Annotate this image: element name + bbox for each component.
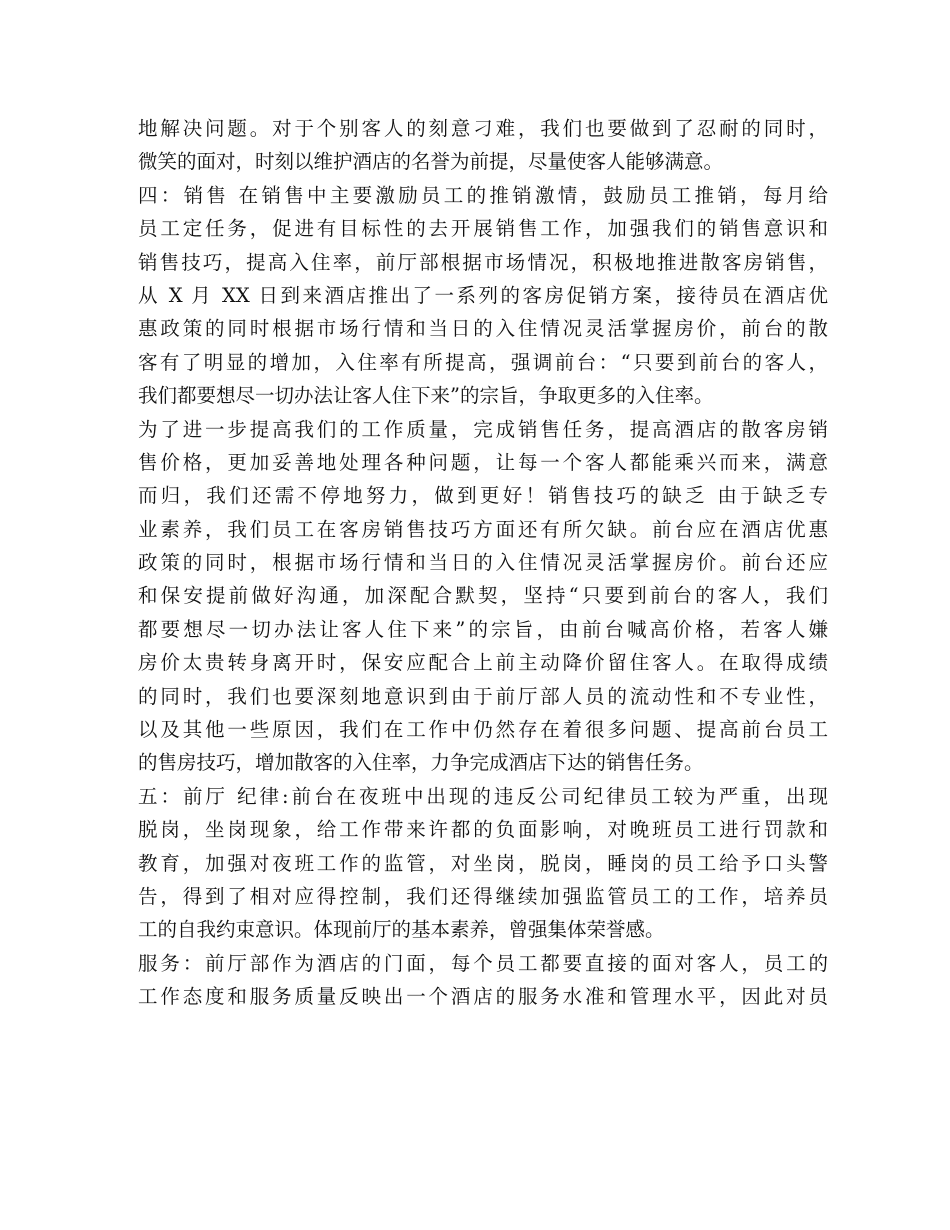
- text-line: 都要想尽一切办法让客人住下来”的宗旨，由前台喊高价格，若客人嫌: [138, 617, 828, 641]
- text-line: 惠政策的同时根据市场行情和当日的入住情况灵活掌握房价，前台的散: [138, 317, 828, 341]
- text-line: 服务：前厅部作为酒店的门面，每个员工都要直接的面对客人，员工的: [138, 951, 828, 975]
- text-line: 从 X 月 XX 日到来酒店推出了一系列的客房促销方案，接待员在酒店优: [138, 283, 828, 307]
- text-line: 和保安提前做好沟通，加深配合默契，坚持“只要到前台的客人，我们: [138, 584, 828, 608]
- text-line: 以及其他一些原因，我们在工作中仍然存在着很多问题、提高前台员工: [138, 718, 828, 742]
- text-line: 我们都要想尽一切办法让客人住下来”的宗旨，争取更多的入住率。: [138, 384, 714, 408]
- text-line: 五：前厅 纪律:前台在夜班中出现的违反公司纪律员工较为严重，出现: [138, 784, 828, 808]
- text-line: 工作态度和服务质量反映出一个酒店的服务水准和管理水平，因此对员: [138, 985, 828, 1009]
- text-line: 政策的同时，根据市场行情和当日的入住情况灵活掌握房价。前台还应: [138, 551, 828, 575]
- text-line: 售价格，更加妥善地处理各种问题，让每一个客人都能乘兴而来，满意: [138, 450, 828, 474]
- text-line: 的售房技巧，增加散客的入住率，力争完成酒店下达的销售任务。: [138, 751, 704, 775]
- text-line: 为了进一步提高我们的工作质量，完成销售任务，提高酒店的散客房销: [138, 417, 828, 441]
- text-line: 教育，加强对夜班工作的监管，对坐岗，脱岗，睡岗的员工给予口头警: [138, 851, 828, 875]
- text-line: 微笑的面对，时刻以维护酒店的名誉为前提，尽量使客人能够满意。: [138, 150, 724, 174]
- text-line: 客有了明显的增加，入住率有所提高，强调前台：“只要到前台的客人，: [138, 350, 828, 374]
- text-line: 销售技巧，提高入住率，前厅部根据市场情况，积极地推进散客房销售，: [138, 250, 828, 274]
- text-line: 告，得到了相对应得控制，我们还得继续加强监管员工的工作，培养员: [138, 884, 828, 908]
- text-line: 工的自我约束意识。体现前厅的基本素养，曾强集体荣誉感。: [138, 918, 665, 942]
- text-line: 员工定任务，促进有目标性的去开展销售工作，加强我们的销售意识和: [138, 217, 828, 241]
- text-line: 而归，我们还需不停地努力，做到更好！销售技巧的缺乏 由于缺乏专: [138, 484, 828, 508]
- text-line: 地解决问题。对于个别客人的刻意刁难，我们也要做到了忍耐的同时，: [138, 117, 828, 140]
- text-line: 业素养，我们员工在客房销售技巧方面还有所欠缺。前台应在酒店优惠: [138, 517, 828, 541]
- document-body: [138, 112, 828, 1014]
- text-line: 的同时，我们也要深刻地意识到由于前厅部人员的流动性和不专业性，: [138, 684, 828, 708]
- text-line: 脱岗，坐岗现象，给工作带来许都的负面影响，对晚班员工进行罚款和: [138, 818, 828, 842]
- text-line: 房价太贵转身离开时，保安应配合上前主动降价留住客人。在取得成绩: [138, 651, 828, 675]
- text-line: 四：销售 在销售中主要激励员工的推销激情，鼓励员工推销，每月给: [138, 183, 828, 207]
